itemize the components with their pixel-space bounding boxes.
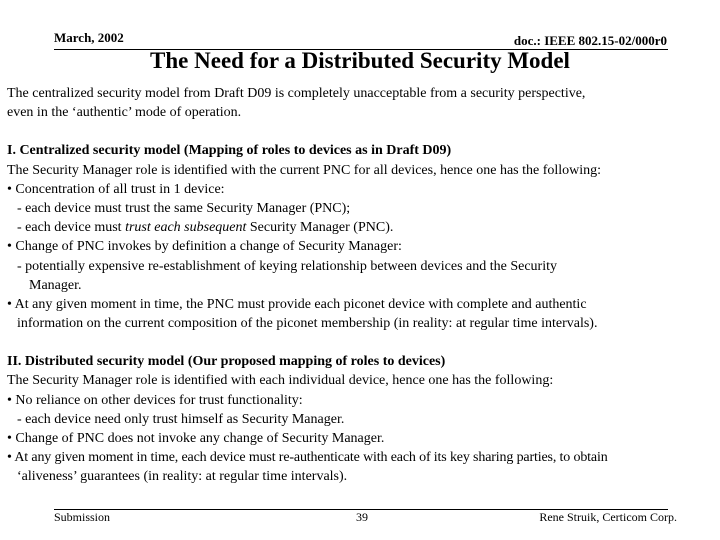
section1-bullet-1-sub-2 [7,218,719,237]
section1-bullet-3-cont: information on the current composition of the piconet membership (in reality: at regular time intervals). [17,316,598,332]
section2-bullet-3: • At any given moment in time, each device must re-authenticate with each of its key sharing parties, to obtain [7,450,608,466]
section2-line: The Security Manager role is identified with each individual device, hence one has the following: [7,373,554,389]
section1-line: The Security Manager role is identified with the current PNC for all devices, hence one has the following: [7,162,602,178]
intro-line-1: The centralized security model from Draft D09 is completely unacceptable from a security perspective, [7,86,586,101]
footer-submission: Submission [54,510,111,524]
sub2-emphasis: trust each subsequent [125,220,247,236]
section1-bullet-1-sub-1: - each device must trust the same Security Manager (PNC); [17,200,351,216]
sub2-suffix: Security Manager (PNC). [246,220,394,236]
section2-bullet-1-sub-1: - each device need only trust himself as Security Manager. [17,411,345,427]
section1-bullet-2-sub-1-cont: Manager. [29,277,82,293]
section2-bullet-3-cont: ‘aliveness’ guarantees (in reality: at regular time intervals). [17,469,348,485]
section2-bullet-2: • Change of PNC does not invoke any change of Security Manager. [7,431,385,446]
section1-bullet-2-sub-1: - potentially expensive re-establishment of keying relationship between devices and the Security [17,258,557,274]
slide-body [7,84,719,487]
section1-bullet-3: • At any given moment in time, the PNC must provide each piconet device with complete and authentic [7,296,587,312]
slide-title: The Need for a Distributed Security Model [150,48,570,73]
header-doc-id: doc.: IEEE 802.15-02/000r0 [513,33,667,48]
sub2-prefix: - each device must [17,220,126,236]
section1-heading: I. Centralized security model (Mapping of roles to devices as in Draft D09) [7,143,452,159]
section2-heading: II. Distributed security model (Our proposed mapping of roles to devices) [7,354,446,370]
footer-author: Rene Struik, Certicom Corp. [539,510,677,524]
section2-bullet-1: • No reliance on other devices for trust functionality: [7,392,303,408]
intro-line-2: even in the ‘authentic’ mode of operation. [7,105,242,121]
section1-bullet-2: • Change of PNC invokes by definition a change of Security Manager: [7,239,402,255]
footer-page-number: 39 [356,510,368,524]
header-date: March, 2002 [54,30,124,45]
section1-bullet-1: • Concentration of all trust in 1 device: [7,181,225,197]
